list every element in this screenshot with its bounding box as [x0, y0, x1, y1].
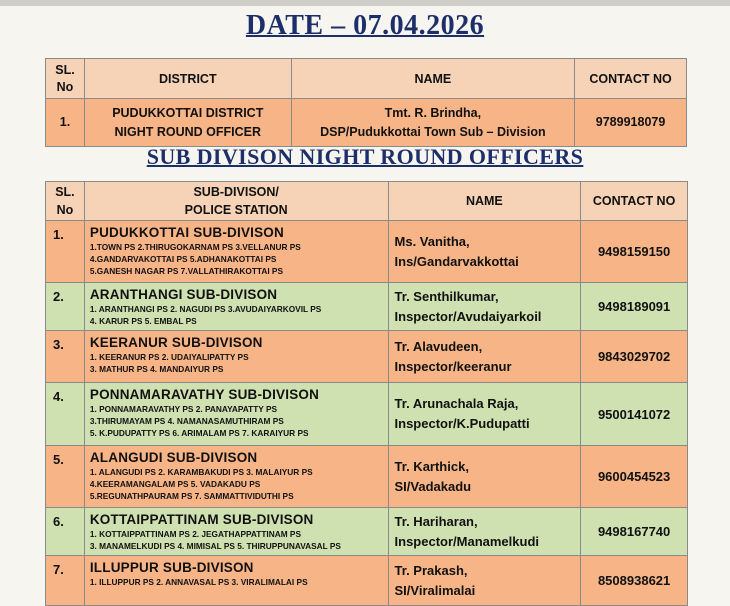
table-header-row: [46, 59, 687, 99]
station-cell: [84, 283, 388, 331]
officer-name: Ms. Vanitha,: [394, 233, 470, 249]
header-name: NAME: [291, 59, 574, 99]
sl-cell: 1.: [46, 221, 85, 283]
station-cell: [84, 331, 388, 383]
header-sl-line: SL.: [55, 185, 75, 199]
subdivision-heading: SUB DIVISON NIGHT ROUND OFFICERS: [146, 144, 584, 169]
subdivision-title: ALANGUDI SUB-DIVISON: [89, 450, 258, 465]
subdivision-title: ILLUPPUR SUB-DIVISON: [89, 560, 254, 575]
officer-designation: SI/Viralimalai: [394, 582, 476, 598]
subdivision-table: [45, 181, 688, 606]
name-cell: [388, 331, 581, 383]
table-row: [46, 283, 688, 331]
table-header-row: [46, 182, 688, 221]
sl-cell: 6.: [46, 508, 85, 556]
station-cell: [84, 446, 388, 508]
table-row: [46, 556, 688, 606]
police-stations: 1. ARANTHANGI PS 2. NAGUDI PS 3.AVUDAIYARKOVIL PS: [89, 304, 322, 314]
contact-cell: 9498189091: [581, 283, 688, 331]
subdivision-title: PONNAMARAVATHY SUB-DIVISON: [89, 387, 320, 402]
station-cell: [84, 556, 388, 606]
sl-cell: 7.: [46, 556, 85, 606]
sl-cell: 2.: [46, 283, 85, 331]
table-row: [46, 99, 687, 147]
table-row: [46, 331, 688, 383]
officer-designation: Inspector/Avudaiyarkoil: [394, 308, 542, 324]
subdivision-title: KEERANUR SUB-DIVISON: [89, 335, 263, 350]
police-stations: 4. KARUR PS 5. EMBAL PS: [89, 316, 197, 326]
officer-name: Tr. Arunachala Raja,: [394, 396, 519, 411]
table-row: [46, 508, 688, 556]
police-stations: 1. KOTTAIPPATTINAM PS 2. JEGATHAPPATTINAM PS: [89, 529, 301, 539]
police-stations: 3. MANAMELKUDI PS 4. MIMISAL PS 5. THIRUPPUNAVASAL PS: [89, 541, 341, 551]
police-stations: 1.TOWN PS 2.THIRUGOKARNAM PS 3.VELLANUR PS: [89, 242, 301, 252]
police-stations: 4.KEERAMANGALAM PS 5. VADAKADU PS: [89, 479, 261, 489]
officer-designation: Inspector/K.Pudupatti: [394, 416, 530, 431]
name-cell: [388, 556, 581, 606]
officer-designation: Inspector/keeranur: [394, 358, 512, 374]
top-border: [0, 0, 730, 6]
officer-designation: DSP/Pudukkottai Town Sub – Division: [320, 124, 546, 139]
contact-cell: 9500141072: [581, 383, 688, 446]
police-stations: 1. KEERANUR PS 2. UDAIYALIPATTY PS: [89, 352, 249, 362]
table-row: [46, 383, 688, 446]
district-line: NIGHT ROUND OFFICER: [114, 124, 262, 139]
police-stations: 3.THIRUMAYAM PS 4. NAMANASAMUTHIRAM PS: [89, 416, 284, 426]
district-line: PUDUKKOTTAI DISTRICT: [112, 105, 264, 120]
district-officer-table: [45, 58, 687, 147]
officer-designation: Ins/Gandarvakkottai: [394, 253, 519, 269]
sl-cell: 4.: [46, 383, 85, 446]
district-cell: [84, 99, 291, 147]
police-stations: 5.GANESH NAGAR PS 7.VALLATHIRAKOTTAI PS: [89, 266, 284, 276]
date-title: DATE – 07.04.2026: [245, 10, 485, 41]
name-cell: [388, 446, 581, 508]
officer-name: Tr. Karthick,: [394, 458, 469, 474]
table-row: [46, 221, 688, 283]
contact-cell: 9789918079: [575, 99, 687, 147]
officer-name: Tr. Prakash,: [394, 562, 468, 578]
header-station-line: SUB-DIVISON/: [193, 185, 279, 199]
officer-name: Tr. Senthilkumar,: [394, 288, 499, 304]
officer-name: Tr. Hariharan,: [394, 513, 478, 529]
name-cell: [291, 99, 574, 147]
header-sl-line: No: [56, 203, 74, 217]
contact-cell: 9498167740: [581, 508, 688, 556]
police-stations: 1. ILLUPPUR PS 2. ANNAVASAL PS 3. VIRALIMALAI PS: [89, 577, 308, 587]
police-stations: 5. K.PUDUPATTY PS 6. ARIMALAM PS 7. KARAIYUR PS: [89, 428, 309, 438]
contact-cell: 9498159150: [581, 221, 688, 283]
officer-name: Tmt. R. Brindha,: [384, 105, 482, 120]
header-sl: [46, 182, 85, 221]
officer-designation: SI/Vadakadu: [394, 478, 472, 494]
subdivision-title: PUDUKKOTTAI SUB-DIVISON: [89, 225, 284, 240]
header-contact: CONTACT NO: [575, 59, 687, 99]
header-name: NAME: [388, 182, 581, 221]
sl-cell: 1.: [46, 99, 85, 147]
subdivision-title: ARANTHANGI SUB-DIVISON: [89, 287, 278, 302]
station-cell: [84, 383, 388, 446]
police-stations: 3. MATHUR PS 4. MANDAIYUR PS: [89, 364, 224, 374]
header-sl: SL. No: [46, 59, 85, 99]
police-stations: 1. PONNAMARAVATHY PS 2. PANAYAPATTY PS: [89, 404, 278, 414]
police-stations: 1. ALANGUDI PS 2. KARAMBAKUDI PS 3. MALAIYUR PS: [89, 467, 313, 477]
contact-cell: 9600454523: [581, 446, 688, 508]
header-district: DISTRICT: [84, 59, 291, 99]
sl-cell: 3.: [46, 331, 85, 383]
name-cell: [388, 508, 581, 556]
sl-cell: 5.: [46, 446, 85, 508]
header-station: [84, 182, 388, 221]
police-stations: 5.REGUNATHPAURAM PS 7. SAMMATTIVIDUTHI PS: [89, 491, 294, 501]
station-cell: [84, 221, 388, 283]
station-cell: [84, 508, 388, 556]
subdivision-title: KOTTAIPPATTINAM SUB-DIVISON: [89, 512, 314, 527]
name-cell: [388, 283, 581, 331]
name-cell: [388, 221, 581, 283]
name-cell: [388, 383, 581, 446]
table-row: [46, 446, 688, 508]
header-contact: CONTACT NO: [581, 182, 688, 221]
officer-designation: Inspector/Manamelkudi: [394, 533, 539, 549]
contact-cell: 9843029702: [581, 331, 688, 383]
contact-cell: 8508938621: [581, 556, 688, 606]
officer-name: Tr. Alavudeen,: [394, 338, 483, 354]
header-station-line: POLICE STATION: [184, 203, 288, 217]
police-stations: 4.GANDARVAKOTTAI PS 5.ADHANAKOTTAI PS: [89, 254, 277, 264]
